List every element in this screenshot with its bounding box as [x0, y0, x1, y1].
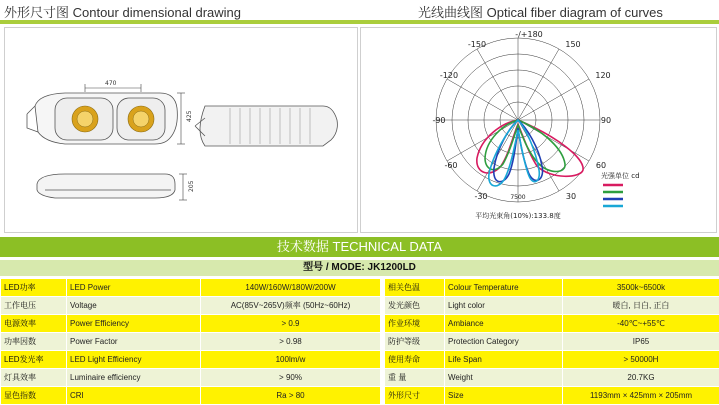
angle-label: -30 — [474, 192, 488, 201]
spec-label-en: Light color — [445, 297, 563, 315]
spec-label-cn: 显色指数 — [1, 387, 67, 405]
spec-label-en: Power Efficiency — [67, 315, 201, 333]
angle-label: 60 — [595, 161, 607, 170]
spec-label-cn: 防护等级 — [385, 333, 445, 351]
model-title: 型号 / MODE: JK1200LD — [0, 260, 719, 276]
spec-row — [1, 333, 719, 351]
angle-label: -/+180 — [515, 30, 543, 39]
spec-row — [1, 387, 719, 405]
angle-label: 120 — [595, 71, 611, 80]
spec-value: 暖白, 日白, 正白 — [563, 297, 719, 315]
spec-label-cn: 发光颜色 — [385, 297, 445, 315]
polar-diagram — [361, 28, 716, 232]
spec-label-cn: 电源效率 — [1, 315, 67, 333]
spec-label-en: LED Power — [67, 279, 201, 297]
legend-title: 光强单位 cd — [601, 172, 640, 180]
spec-label-cn: 作业环境 — [385, 315, 445, 333]
polar-diagram-panel — [360, 27, 717, 233]
angle-label: -90 — [432, 116, 446, 125]
spec-label-en: Power Factor — [67, 333, 201, 351]
spec-value: 20.7KG — [563, 369, 719, 387]
dim-height-label: 425 — [186, 110, 193, 122]
spec-row — [1, 369, 719, 387]
angle-label: 30 — [565, 192, 577, 201]
spec-label-en: LED Light Efficiency — [67, 351, 201, 369]
contour-drawing-title: 外形尺寸图 Contour dimensional drawing — [4, 5, 241, 20]
spec-label-cn: 工作电压 — [1, 297, 67, 315]
beam-angle-label: 平均光束角(10%):133.8度 — [475, 212, 561, 220]
radial-scale-label: 7500 — [510, 194, 526, 201]
header-underline — [0, 20, 719, 24]
spec-value: > 90% — [201, 369, 381, 387]
spec-label-en: Colour Temperature — [445, 279, 563, 297]
spec-label-cn: 外形尺寸 — [385, 387, 445, 405]
spec-table — [0, 278, 719, 405]
spec-row — [1, 279, 719, 297]
angle-label: -60 — [444, 161, 458, 170]
spec-value: > 0.98 — [201, 333, 381, 351]
spec-label-cn: 灯具效率 — [1, 369, 67, 387]
spec-label-en: Life Span — [445, 351, 563, 369]
spec-label-en: Voltage — [67, 297, 201, 315]
spec-label-cn: 功率因数 — [1, 333, 67, 351]
dim-side-label: 205 — [188, 180, 195, 192]
spec-label-en: Protection Category — [445, 333, 563, 351]
contour-drawing — [5, 28, 357, 232]
dim-width-label: 470 — [105, 80, 117, 87]
spec-label-cn: 相关色温 — [385, 279, 445, 297]
technical-data-title: 技术数据 TECHNICAL DATA — [0, 237, 719, 257]
spec-label-en: Size — [445, 387, 563, 405]
spec-value: AC(85V~265V)频率 (50Hz~60Hz) — [201, 297, 381, 315]
contour-drawing-panel — [4, 27, 358, 233]
spec-value: 3500k~6500k — [563, 279, 719, 297]
spec-value: IP65 — [563, 333, 719, 351]
spec-value: > 0.9 — [201, 315, 381, 333]
spec-label-en: CRI — [67, 387, 201, 405]
spec-value: 100lm/w — [201, 351, 381, 369]
spec-value: 140W/160W/180W/200W — [201, 279, 381, 297]
spec-label-cn: LED功率 — [1, 279, 67, 297]
spec-value: Ra > 80 — [201, 387, 381, 405]
angle-label: -150 — [467, 40, 487, 49]
spec-value: > 50000H — [563, 351, 719, 369]
optical-curves-title: 光线曲线图 Optical fiber diagram of curves — [418, 5, 663, 20]
spec-label-en: Ambiance — [445, 315, 563, 333]
angle-label: 90 — [600, 116, 612, 125]
spec-label-cn: 重 量 — [385, 369, 445, 387]
spec-label-en: Luminaire efficiency — [67, 369, 201, 387]
spec-row — [1, 297, 719, 315]
spec-row — [1, 351, 719, 369]
spec-label-cn: LED发光率 — [1, 351, 67, 369]
angle-label: -120 — [439, 71, 459, 80]
spec-value: -40℃~+55℃ — [563, 315, 719, 333]
spec-label-cn: 使用寿命 — [385, 351, 445, 369]
spec-label-en: Weight — [445, 369, 563, 387]
spec-value: 1193mm × 425mm × 205mm — [563, 387, 719, 405]
spec-row — [1, 315, 719, 333]
angle-label: 150 — [565, 40, 581, 49]
